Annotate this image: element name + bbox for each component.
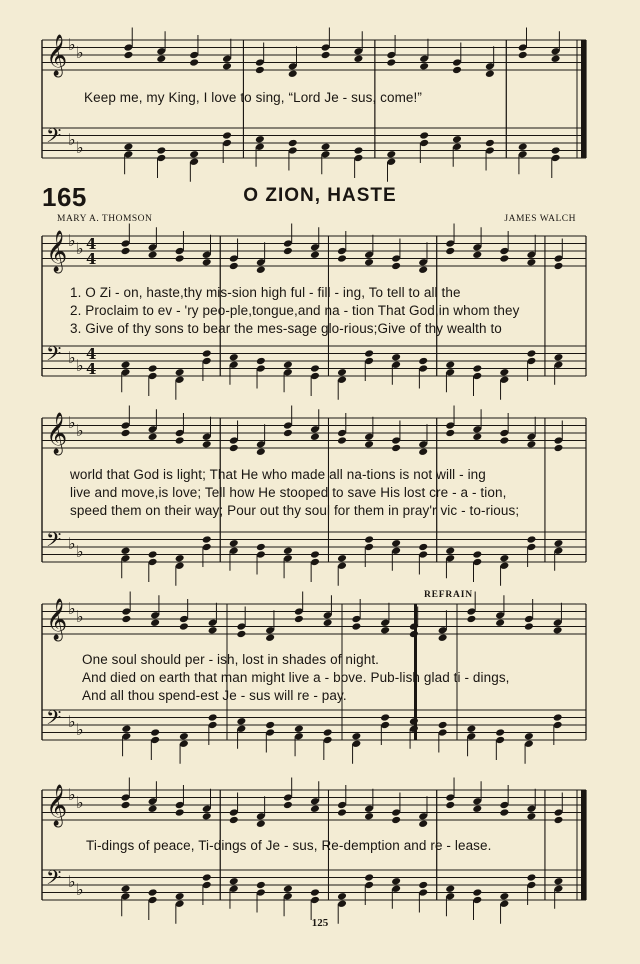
flat-sign-icon: ♭	[68, 231, 76, 250]
note-head	[256, 819, 266, 828]
note-head	[445, 801, 455, 810]
note-head	[526, 873, 536, 882]
note-head	[337, 892, 347, 901]
flat-sign-icon: ♭	[68, 413, 76, 432]
refrain-line	[86, 837, 606, 855]
flat-sign-icon: ♭	[68, 348, 76, 367]
flat-sign-icon: ♭	[68, 599, 76, 618]
bass-clef-icon: 𝄢	[46, 866, 62, 894]
note-head	[418, 881, 428, 890]
note-head	[310, 888, 320, 897]
verse-1-line: 1. O Zi - on, haste,thy mis-sion high ful - fill - ing, To tell to all the	[70, 285, 461, 300]
flat-sign-icon: ♭	[76, 356, 84, 375]
treble-clef-icon: 𝄞	[46, 231, 68, 272]
refrain-lyric: Ti-dings of peace, Ti-dings of Je - sus, Re-demption and re - lease.	[86, 838, 492, 853]
bass-clef-icon: 𝄢	[46, 342, 62, 370]
flat-sign-icon: ♭	[76, 542, 84, 561]
flat-sign-icon: ♭	[76, 239, 84, 258]
flat-sign-icon: ♭	[68, 534, 76, 553]
verse-2-line: And died on earth that man might live a - bove. Pub-lish glad ti - dings,	[82, 670, 510, 685]
time-signature: 4	[86, 235, 97, 253]
note-head	[310, 804, 320, 813]
verse-3-line: speed them on their way; Pour out thy soul for them in pray'r vic - to-rious;	[70, 503, 520, 518]
note-head	[553, 877, 563, 886]
bass-clef-icon: 𝄢	[46, 706, 62, 734]
note-head	[364, 812, 374, 821]
note-head	[526, 812, 536, 821]
note-head	[283, 884, 293, 893]
note-head	[121, 801, 131, 810]
note-head	[391, 877, 401, 886]
time-signature: 4	[86, 345, 97, 363]
page-number: 125	[311, 917, 329, 929]
note-head	[121, 884, 131, 893]
flat-sign-icon: ♭	[68, 130, 76, 149]
note-head	[229, 877, 239, 886]
verse-2-line: 2. Proclaim to ev - 'ry peo-ple,tongue,and na - tion That God,in whom they	[70, 303, 520, 318]
flat-sign-icon: ♭	[76, 880, 84, 899]
flat-sign-icon: ♭	[76, 138, 84, 157]
note-head	[499, 892, 509, 901]
note-head	[202, 812, 212, 821]
lyricist-credit: MARY A. THOMSON	[57, 214, 153, 224]
time-signature: 4	[86, 360, 97, 378]
note-head	[148, 888, 158, 897]
treble-clef-icon: 𝄞	[46, 785, 68, 826]
bass-clef-icon: 𝄢	[46, 528, 62, 556]
flat-sign-icon: ♭	[76, 793, 84, 812]
composer-credit: JAMES WALCH	[504, 214, 576, 224]
note-head	[337, 808, 347, 817]
treble-clef-icon: 𝄞	[46, 413, 68, 454]
verse-3-line: 3. Give of thy sons to bear the mes-sage glo-rious;Give of thy wealth to	[70, 321, 502, 336]
lyric-line: Keep me, my King, I love to sing, “Lord Je - sus, come!”	[84, 90, 422, 105]
note-head	[175, 808, 185, 817]
note-head	[148, 804, 158, 813]
flat-sign-icon: ♭	[68, 872, 76, 891]
flat-sign-icon: ♭	[76, 43, 84, 62]
note-head	[391, 816, 401, 825]
bass-clef-icon: 𝄢	[46, 124, 62, 152]
verse-2-line: live and move,is love; Tell how He stooped to save His lost cre - a - tion,	[70, 485, 507, 500]
hymn-number: 165	[42, 182, 87, 212]
verse-1-line: One soul should per - ish, lost in shades of night.	[82, 652, 380, 667]
treble-clef-icon: 𝄞	[46, 599, 68, 640]
flat-sign-icon: ♭	[68, 785, 76, 804]
note-head	[553, 816, 563, 825]
note-head	[364, 873, 374, 882]
note-head	[283, 801, 293, 810]
note-head	[499, 808, 509, 817]
note-head	[418, 819, 428, 828]
flat-sign-icon: ♭	[68, 712, 76, 731]
note-head	[445, 884, 455, 893]
refrain-label: REFRAIN	[424, 590, 473, 600]
flat-sign-icon: ♭	[76, 607, 84, 626]
note-head	[472, 804, 482, 813]
verse-1-line: world that God is light; That He who made all na-tions is not will - ing	[70, 467, 486, 482]
flat-sign-icon: ♭	[76, 421, 84, 440]
hymn-title: O ZION, HASTE	[243, 185, 397, 206]
note-head	[472, 888, 482, 897]
treble-clef-icon: 𝄞	[46, 35, 68, 76]
flat-sign-icon: ♭	[76, 720, 84, 739]
note-head	[175, 892, 185, 901]
note-head	[202, 873, 212, 882]
flat-sign-icon: ♭	[68, 35, 76, 54]
note-head	[256, 881, 266, 890]
time-signature: 4	[86, 250, 97, 268]
verse-3-line: And all thou spend-est Je - sus will re - pay.	[82, 688, 347, 703]
note-head	[229, 816, 239, 825]
